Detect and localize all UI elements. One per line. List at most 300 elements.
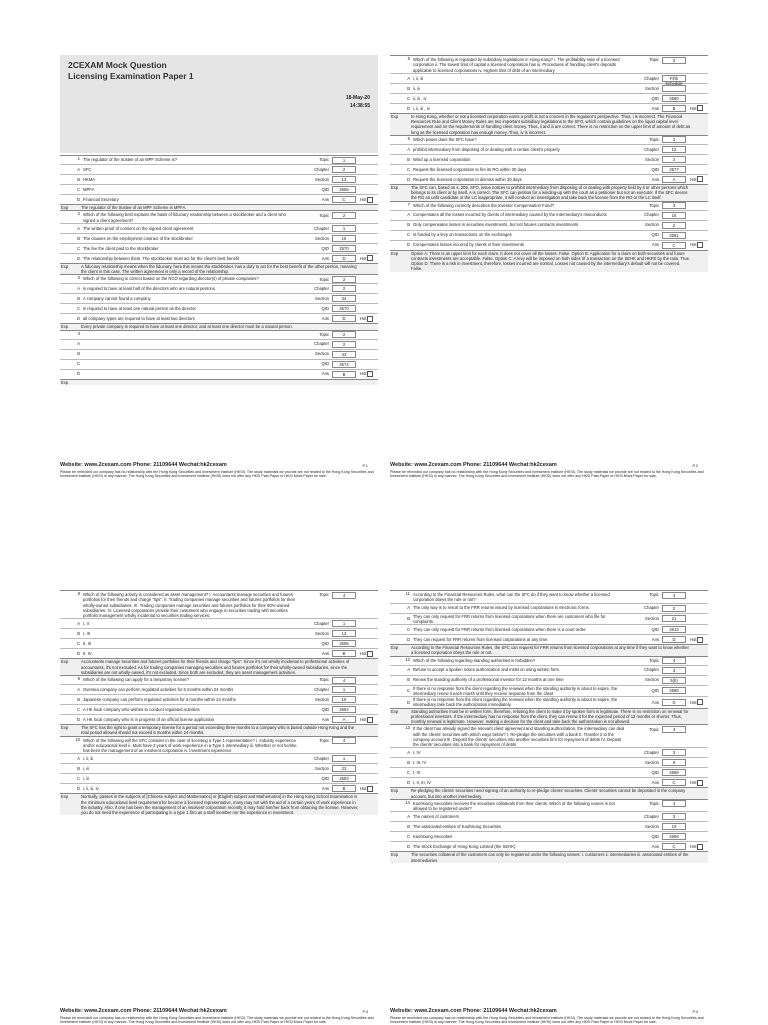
explanation xyxy=(60,793,378,815)
answer-option[interactable] xyxy=(390,164,708,174)
hot-checkbox[interactable] xyxy=(697,105,703,111)
answer-option[interactable] xyxy=(60,339,378,349)
hot-label: Hot xyxy=(690,699,697,705)
answer-option[interactable] xyxy=(390,777,708,787)
hot-checkbox[interactable] xyxy=(697,637,703,643)
option-text: i, iii xyxy=(83,766,90,772)
option-letter: A xyxy=(77,621,80,627)
section-value: 12 xyxy=(332,630,356,637)
question-text: The regulator of the trustee of an MPF Scheme is? xyxy=(83,157,178,162)
option-text: MPFA xyxy=(83,186,95,192)
option-text: They can only request for FRR returns from licensed corporations when there is a court order. xyxy=(413,626,587,632)
section-value: 2 xyxy=(662,222,686,229)
qid-value: 2585 xyxy=(662,687,686,694)
question-text: Which of the following best explains the basis of fiduciary relationship between a stockbroker and a client who signed a client agreement? xyxy=(83,212,286,223)
ans-label: Ans xyxy=(651,242,659,248)
chapter-value: 3 xyxy=(662,813,686,820)
explanation-text: In Hong Kong, whether or not a licensed corporation earns a profit is not a concern in the regulator's perspective. Thus, i is incorrect. The Financial Resources Rule and Client Money Rules are two important subsidiary legislations to the SFO, which contain guidelines on the liquid capital level requirement and on the requirements of handling client money. Thus, ii and iii are correct. There is no restriction on the upper limit of amount of debt as long as the licensed corporation has enough money. Thus, iv is incorrect. xyxy=(411,113,691,135)
explanation xyxy=(390,787,708,799)
hot-checkbox[interactable] xyxy=(367,197,373,203)
answer-option[interactable] xyxy=(60,773,378,783)
question-text: Which of the following activity is considered as asset management? I. Accountants manage securities and futures portfolios for their friends and charge "tips". II. Trading companies manage securities and futures portfolios for their wholly-owned subsidiaries. III. Trading companies manage securities and futures portfolios for their 60%-owned subsidiaries. IV. Licensed corporations provide their customers who engage in securities trading with securities portfolio management wholly incidental to securities trading services. xyxy=(83,592,295,618)
footer-disclaimer: Please be reminded our company has no relationship with the Hong Kong Securities and Investment Institute (HKSI). The study materials we provide are not related to the Hong Kong Securities and Investment Institute (HKSI) in any manner. The Hong Kong Securities and Investment Institute (HKSI) does not offer any HKSI Past Paper or HKSI Mock Paper for sale. xyxy=(60,1016,374,1025)
qid-label: QID xyxy=(321,361,329,367)
option-text: is required to have at least one natural person as the director xyxy=(83,306,196,312)
topic-label: Topic xyxy=(649,202,659,208)
section-value: 10 xyxy=(662,823,686,830)
option-letter: A xyxy=(77,225,80,231)
answer-option[interactable] xyxy=(390,613,708,625)
option-letter: D xyxy=(76,196,80,202)
question-block xyxy=(60,736,378,816)
section-label: Section xyxy=(645,760,659,766)
answer-option[interactable] xyxy=(60,694,378,704)
topic-label: Topic xyxy=(649,592,659,598)
footer-disclaimer: Please be reminded our company has no relationship with the Hong Kong Securities and Investment Institute (HKSI). The study materials we provide are not related to the Hong Kong Securities and Investment Institute (HKSI) in any manner. The Hong Kong Securities and Investment Institute (HKSI) does not offer any HKSI Past Paper or HKSI Mock Paper for sale. xyxy=(390,470,704,479)
option-letter: B xyxy=(407,760,410,766)
topic-label: Topic xyxy=(319,212,329,218)
option-text: The relationship between them. The stockbroker must act for the client's best benefit xyxy=(83,255,240,261)
hot-checkbox[interactable] xyxy=(697,780,703,786)
question-meta xyxy=(297,211,377,223)
answer-option[interactable] xyxy=(390,767,708,777)
ans-value: C xyxy=(662,843,686,850)
ans-label: Ans xyxy=(651,105,659,111)
option-letter: A xyxy=(407,605,410,611)
answer-option[interactable] xyxy=(390,230,708,240)
answer-option[interactable] xyxy=(60,233,378,243)
topic-label: Topic xyxy=(319,157,329,163)
hot-label: Hot xyxy=(360,196,367,202)
answer-option[interactable] xyxy=(60,753,378,763)
hot-checkbox[interactable] xyxy=(697,699,703,705)
ans-label: Ans xyxy=(651,176,659,182)
exp-label: Exp xyxy=(61,205,69,210)
option-letter: C xyxy=(406,626,410,632)
section-value xyxy=(662,85,686,92)
topic-value: 4 xyxy=(662,657,686,664)
option-letter: B xyxy=(77,235,80,241)
answer-option[interactable] xyxy=(390,240,708,250)
option-text: i, ii, iii xyxy=(83,756,94,762)
question-meta xyxy=(297,676,377,684)
chapter-value: 16 xyxy=(662,212,686,219)
answer-option[interactable] xyxy=(60,283,378,293)
option-letter: A xyxy=(407,146,410,152)
option-text: i, ii, iii , iv xyxy=(413,105,430,111)
explanation-text: Option A: There is an upper limit for each claim. It does not cover all the losses. False. Option B: Application for a claim on both securities and future contracts investments are acceptable. False. Option C: A levy will be imposed on both sides of a transaction on the SEHK and HKFE by the ratio. True. Option D: There is a risk in investment, therefore, losses incurred are normal. Losses not caused by the intermediary's default will not be covered. False. xyxy=(411,250,691,272)
hot-label: Hot xyxy=(360,316,367,322)
answer-option[interactable] xyxy=(390,603,708,613)
option-letter: A xyxy=(407,667,410,673)
qid-label: QID xyxy=(321,706,329,712)
explanation xyxy=(60,724,378,736)
option-text: The Stock Exchange of Hong Kong Limited (the SEHK) xyxy=(413,844,516,850)
chapter-label: Chapter xyxy=(314,756,329,762)
answer-option[interactable] xyxy=(390,757,708,767)
topic-value: 3 xyxy=(662,136,686,143)
explanation xyxy=(390,113,708,135)
chapter-value: Fifth Schedule xyxy=(662,75,686,82)
explanation xyxy=(390,644,708,656)
option-letter: D xyxy=(76,316,80,322)
option-letter: B xyxy=(407,677,410,683)
option-letter: D xyxy=(406,105,410,111)
exp-label: Exp xyxy=(391,113,399,119)
footer-disclaimer: Please be reminded our company has no relationship with the Hong Kong Securities and Investment Institute (HKSI). The study materials we provide are not related to the Hong Kong Securities and Investment Institute (HKSI) in any manner. The Hong Kong Securities and Investment Institute (HKSI) does not offer any HKSI Past Paper or HKSI Mock Paper for sale. xyxy=(390,1016,704,1025)
option-letter: C xyxy=(76,776,80,782)
page-number: P.2 xyxy=(692,463,698,468)
answer-option[interactable] xyxy=(390,747,708,757)
question-meta xyxy=(297,737,377,754)
ans-value: C xyxy=(332,196,356,203)
question-block xyxy=(390,799,708,863)
question-number: 1 xyxy=(77,156,80,161)
answer-option[interactable] xyxy=(60,174,378,184)
section-value: 16 xyxy=(332,235,356,242)
option-text: SFC xyxy=(83,166,92,172)
topic-value: 4 xyxy=(662,726,686,733)
question-number: 10 xyxy=(75,736,80,742)
hot-checkbox[interactable] xyxy=(367,651,373,657)
answer-option[interactable] xyxy=(60,704,378,714)
question-block xyxy=(60,155,378,210)
section-value: 13 xyxy=(332,176,356,183)
answer-option[interactable] xyxy=(60,763,378,773)
option-letter: C xyxy=(406,232,410,238)
question-block xyxy=(60,330,378,385)
question-meta xyxy=(627,591,707,603)
qid-value: 2577 xyxy=(662,166,686,173)
question-number: 9 xyxy=(77,676,80,681)
qid-label: QID xyxy=(321,306,329,312)
section-label: Section xyxy=(315,696,329,702)
qid-value: 2595 xyxy=(332,640,356,647)
chapter-label: Chapter xyxy=(644,750,659,756)
question-number: 5 xyxy=(407,56,410,61)
question-meta xyxy=(627,725,707,747)
option-text: prohibit intermediary from disposing of or dealing with a certain client's property xyxy=(413,146,560,152)
section-label: Section xyxy=(315,766,329,772)
question-block xyxy=(390,55,708,135)
explanation xyxy=(390,708,708,725)
answer-option[interactable] xyxy=(390,93,708,103)
chapter-value: 1 xyxy=(332,225,356,232)
exp-label: Exp xyxy=(61,379,69,385)
qid-label: QID xyxy=(321,776,329,782)
option-text: A company cannot found a company xyxy=(83,296,151,302)
ans-label: Ans xyxy=(321,196,329,202)
page-footer xyxy=(390,1008,708,1025)
explanation-text: The regulator of the trustee of an MPF Scheme is MPFA. xyxy=(81,205,187,210)
footer-website: Website: www.2cexam.com Phone: 21109644 Wechat:hk2cexam xyxy=(390,1008,557,1014)
section-value: 21 xyxy=(662,615,686,622)
chapter-value: 2 xyxy=(332,285,356,292)
answer-option[interactable] xyxy=(390,696,708,708)
exam-subtitle: Licensing Examination Paper 1 xyxy=(68,71,194,81)
hot-checkbox[interactable] xyxy=(697,242,703,248)
hot-checkbox[interactable] xyxy=(367,786,373,792)
question-block xyxy=(390,656,708,725)
option-text: Oversea company can perform regulated activities for 6 months within 24 months xyxy=(83,686,234,692)
explanation xyxy=(60,263,378,275)
question-text: Which power does the SFC have? xyxy=(413,136,477,142)
hot-label: Hot xyxy=(690,105,697,111)
topic-value: 2 xyxy=(332,276,356,283)
question-meta xyxy=(297,591,377,618)
option-text: Only compensates losses in securities investments, but not futures contracts investments xyxy=(413,222,579,228)
footer-website: Website: www.2cexam.com Phone: 21109644 Wechat:hk2cexam xyxy=(60,462,227,468)
hot-label: Hot xyxy=(360,786,367,792)
question-text: Which of the following correctly describes the Investor Compensation Fund? xyxy=(413,202,555,208)
hot-label: Hot xyxy=(360,651,367,657)
question-block xyxy=(390,590,708,656)
explanation-text: The securities collateral of the customers can only be registered under the following names: i. customers ii. intermediaries iii. associated entities of the intermediaries xyxy=(411,852,689,863)
answer-option[interactable] xyxy=(390,665,708,675)
question-meta xyxy=(627,56,707,73)
qid-label: QID xyxy=(651,688,659,694)
answer-option[interactable] xyxy=(390,821,708,831)
answer-option[interactable] xyxy=(60,164,378,174)
chapter-label: Chapter xyxy=(644,814,659,820)
topic-label: Topic xyxy=(319,592,329,598)
hot-checkbox[interactable] xyxy=(367,316,373,322)
hot-checkbox[interactable] xyxy=(367,717,373,723)
option-text: i, ii, iii xyxy=(413,75,424,81)
option-text: I, III xyxy=(83,631,90,637)
option-letter: B xyxy=(77,631,80,637)
option-letter: C xyxy=(406,834,410,840)
exp-label: Exp xyxy=(391,184,399,190)
section-value: 43 xyxy=(332,351,356,358)
answer-option[interactable] xyxy=(390,685,708,697)
qid-value: 2580 xyxy=(662,95,686,102)
topic-label: Topic xyxy=(649,726,659,732)
topic-label: Topic xyxy=(319,677,329,683)
option-letter: D xyxy=(406,699,410,705)
question-meta xyxy=(627,800,707,812)
explanation-text: According to the Financial Resources Rules, the SFC can request for FRR returns from licensed corporations at any time if they want to know whether a licensed corporation obeys the rule or not. xyxy=(411,645,689,656)
hot-label: Hot xyxy=(690,242,697,248)
section-label: Section xyxy=(315,176,329,182)
exp-label: Exp xyxy=(61,725,69,730)
page-footer xyxy=(60,1008,378,1025)
exp-label: Exp xyxy=(61,659,69,665)
answer-option[interactable] xyxy=(60,618,378,628)
option-text: They can only request for FRR returns from licensed corporations when there are customers who file for complaints. xyxy=(413,613,606,624)
section-label: Section xyxy=(315,235,329,241)
page-number: P.1 xyxy=(362,463,368,468)
qid-label: QID xyxy=(651,232,659,238)
ans-value: B xyxy=(332,650,356,657)
topic-value: 4 xyxy=(332,677,356,684)
question-text: Which of the following is regulated by subsidiary legislations in Hong Kong? i. The profitability ratio of a licensed corporation ii. The lowest limit of capital a licensed corporation has iii. Procedures of handling client's deposits applicable to licensed corporations iv. Highest limit of debt of an intermediary xyxy=(413,57,620,73)
ans-label: Ans xyxy=(321,371,329,377)
explanation-text: Standing authorities must be in written form, therefore, refusing the client to make it by spoken form is legitimate. There is no restriction on renewal for professional investors. If the intermediary has no response from the client, they can renew it for the expected period of 12 months or shorter. Thus, monthly renewal is legitimate. However, making a decision for the client and take back the authorization is not allowed. xyxy=(411,708,689,724)
question-number: 6 xyxy=(407,135,410,141)
page-4 xyxy=(390,590,708,863)
answer-option[interactable] xyxy=(60,648,378,658)
answer-option[interactable] xyxy=(60,638,378,648)
explanation-text: The SFC has the right to grant a temporary license for a period not exceeding three months to a company who is based outside Hong Kong and the total period allowed should not exceed 6 months within 24 months. xyxy=(81,725,355,736)
option-letter: A xyxy=(407,814,410,820)
option-letter: A xyxy=(407,750,410,756)
question-meta xyxy=(627,136,707,144)
title-box xyxy=(60,55,378,153)
section-label: Section xyxy=(315,351,329,357)
answer-option[interactable] xyxy=(60,714,378,724)
section-value: 2 xyxy=(662,156,686,163)
ans-value: B xyxy=(662,105,686,112)
question-number: 2 xyxy=(77,211,80,217)
answer-option[interactable] xyxy=(60,313,378,323)
ans-value: B xyxy=(332,785,356,792)
ans-value: D xyxy=(662,699,686,706)
hot-checkbox[interactable] xyxy=(367,371,373,377)
option-text: If there is no response from the client regarding the renewal when the standing authority is about to expire, the intermediary take back the authorization immediately. xyxy=(413,697,618,708)
topic-label: Topic xyxy=(319,276,329,282)
answer-option[interactable] xyxy=(390,103,708,113)
option-text: Request the licensed corporation to fire its RO within 30 days xyxy=(413,166,527,172)
question-meta xyxy=(627,657,707,665)
explanation xyxy=(390,250,708,272)
question-block xyxy=(390,135,708,201)
page-footer xyxy=(60,462,378,479)
question-number: 12 xyxy=(405,656,410,662)
qid-value: 2583 xyxy=(332,775,356,782)
answer-option[interactable] xyxy=(60,194,378,204)
ans-label: Ans xyxy=(321,786,329,792)
answer-option[interactable] xyxy=(60,369,378,379)
topic-value: 2 xyxy=(332,331,356,338)
qid-value: 2586 xyxy=(662,769,686,776)
section-label: Section xyxy=(315,631,329,637)
answer-option[interactable] xyxy=(390,831,708,841)
qid-value: 2613 xyxy=(662,626,686,633)
option-text: II, III xyxy=(83,641,92,647)
answer-option[interactable] xyxy=(60,783,378,793)
explanation-text: Re-pledging the clients' securities need signing of an authority to re-pledge clients' securities. Clients' securities cannot be deposited in the company account, but into another intermediary. xyxy=(411,788,686,799)
section-label: Section xyxy=(645,222,659,228)
topic-label: Topic xyxy=(649,657,659,663)
answer-option[interactable] xyxy=(390,220,708,230)
answer-option[interactable] xyxy=(390,634,708,644)
answer-option[interactable] xyxy=(60,684,378,694)
answer-option[interactable] xyxy=(60,628,378,638)
footer-website: Website: www.2cexam.com Phone: 21109644 Wechat:hk2cexam xyxy=(60,1008,227,1014)
answer-option[interactable] xyxy=(390,154,708,164)
answer-option[interactable] xyxy=(60,349,378,359)
answer-option[interactable] xyxy=(60,303,378,313)
answer-option[interactable] xyxy=(390,841,708,851)
chapter-value: 1 xyxy=(332,620,356,627)
hot-checkbox[interactable] xyxy=(697,176,703,182)
option-letter: A xyxy=(77,686,80,692)
qid-value: 2570 xyxy=(332,305,356,312)
option-text: Kaohsiung Securities xyxy=(413,834,453,840)
option-text: is required to have at least half of the directors who are natural persons xyxy=(83,286,215,292)
footer-website: Website: www.2cexam.com Phone: 21109644 Wechat:hk2cexam xyxy=(390,462,557,468)
answer-option[interactable] xyxy=(390,83,708,93)
answer-option[interactable] xyxy=(390,675,708,685)
topic-label: Topic xyxy=(649,137,659,143)
option-letter: C xyxy=(76,306,80,312)
chapter-value: 1 xyxy=(332,686,356,693)
answer-option[interactable] xyxy=(60,359,378,369)
answer-option[interactable] xyxy=(390,811,708,821)
exp-label: Exp xyxy=(61,263,69,269)
chapter-value: 3 xyxy=(662,749,686,756)
qid-label: QID xyxy=(321,641,329,647)
option-letter: B xyxy=(77,296,80,302)
hot-label: Hot xyxy=(690,636,697,642)
option-letter: D xyxy=(76,786,80,792)
answer-option[interactable] xyxy=(390,174,708,184)
footer-disclaimer: Please be reminded our company has no relationship with the Hong Kong Securities and Investment Institute (HKSI). The study materials we provide are not related to the Hong Kong Securities and Investment Institute (HKSI) in any manner. The Hong Kong Securities and Investment Institute (HKSI) does not offer any HKSI Past Paper or HKSI Mock Paper for sale. xyxy=(60,470,374,479)
option-text: Request the licensed corporation to dismiss within 30 days xyxy=(413,176,522,182)
answer-option[interactable] xyxy=(60,184,378,194)
chapter-label: Chapter xyxy=(644,667,659,673)
hot-label: Hot xyxy=(690,844,697,850)
ans-label: Ans xyxy=(321,651,329,657)
qid-label: QID xyxy=(651,626,659,632)
topic-value: 3 xyxy=(662,202,686,209)
option-letter: C xyxy=(406,688,410,694)
option-text: Compensates all the losses incurred by clients of intermediary caused by the intermediary's misconducts xyxy=(413,212,607,218)
topic-value: 2 xyxy=(332,212,356,219)
question-number: 8 xyxy=(77,591,80,596)
answer-option[interactable] xyxy=(390,144,708,154)
option-letter: B xyxy=(77,696,80,702)
page-3 xyxy=(60,590,378,815)
section-value: 15 xyxy=(332,696,356,703)
page-number: P.4 xyxy=(692,1009,698,1014)
answer-option[interactable] xyxy=(60,253,378,263)
qid-value: 2574 xyxy=(332,361,356,368)
topic-label: Topic xyxy=(319,331,329,337)
topic-value: 4 xyxy=(332,737,356,744)
question-text: Kaohsiung Securities receives the securities collaterals from their clients. Which of the following names is not allowed to be registered under? xyxy=(413,800,615,811)
exam-title: 2CEXAM Mock Question xyxy=(68,60,167,70)
exp-label: Exp xyxy=(391,852,399,858)
option-text: The fee the client paid to the stockbroker xyxy=(83,245,159,251)
hot-checkbox[interactable] xyxy=(367,255,373,261)
answer-option[interactable] xyxy=(390,73,708,86)
ans-value: A xyxy=(662,176,686,183)
option-letter: B xyxy=(407,616,410,622)
question-number: 7 xyxy=(407,201,410,207)
answer-option[interactable] xyxy=(60,243,378,253)
option-letter: D xyxy=(406,780,410,786)
answer-option[interactable] xyxy=(60,293,378,303)
option-text: A HK local company who wishes to conduct regulated activities xyxy=(83,706,200,712)
section-label: Section xyxy=(645,824,659,830)
hot-checkbox[interactable] xyxy=(697,844,703,850)
option-text: The clauses on the employment contract of the stockbroker xyxy=(83,235,193,241)
hot-label: Hot xyxy=(690,176,697,182)
chapter-label: Chapter xyxy=(644,146,659,152)
option-letter: B xyxy=(407,824,410,830)
option-text: ii, iii xyxy=(413,85,420,91)
question-meta xyxy=(297,275,377,283)
ans-value: A xyxy=(332,716,356,723)
answer-option[interactable] xyxy=(390,210,708,220)
question-block xyxy=(390,201,708,272)
option-letter: D xyxy=(406,242,410,248)
exp-label: Exp xyxy=(391,250,399,256)
answer-option[interactable] xyxy=(390,624,708,634)
answer-option[interactable] xyxy=(60,223,378,233)
